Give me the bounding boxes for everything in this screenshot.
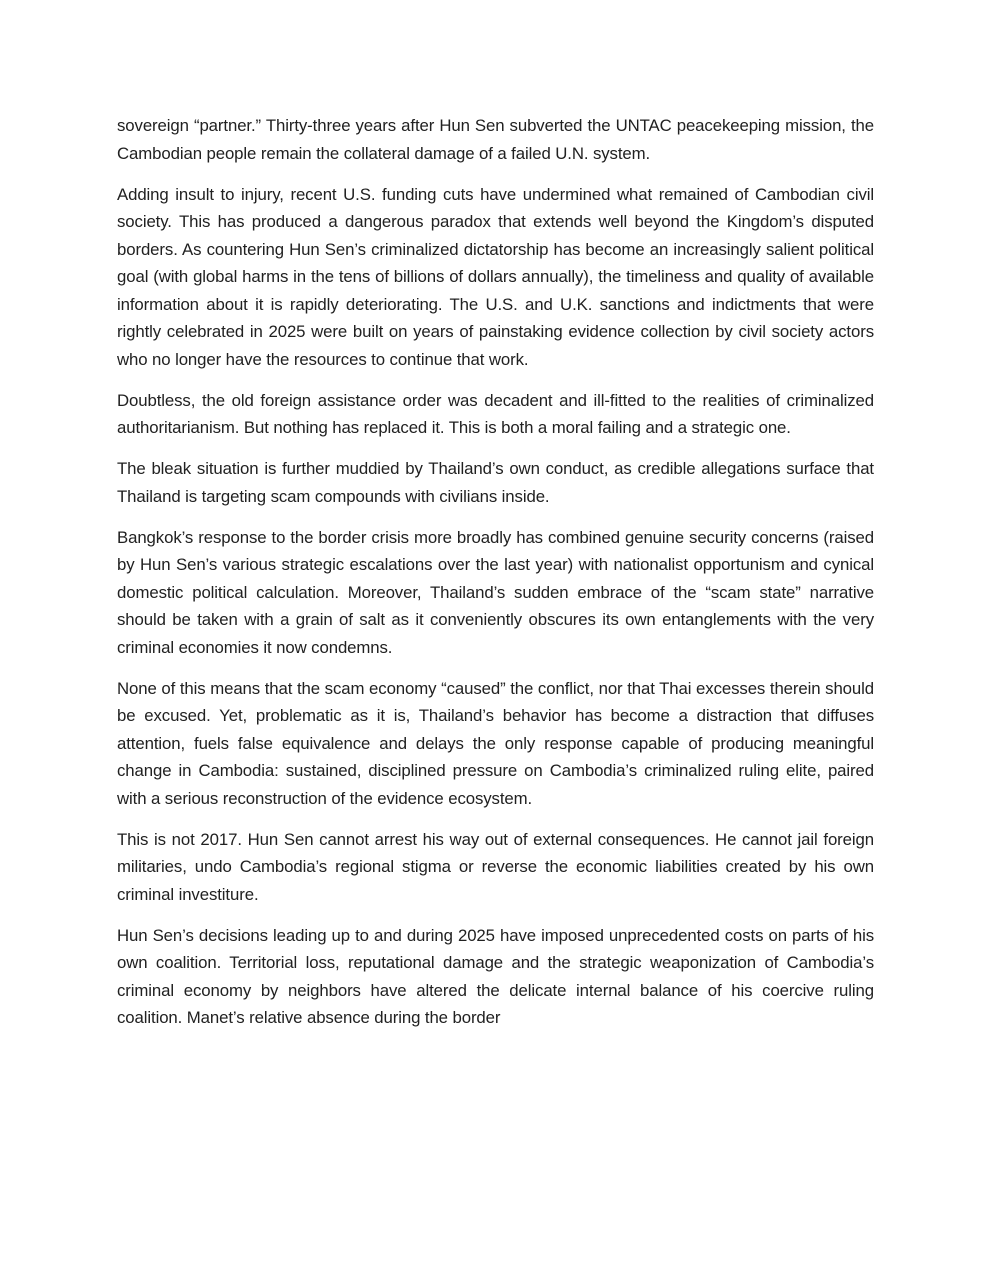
paragraph: This is not 2017. Hun Sen cannot arrest his way out of external consequences. He cannot jail foreign militaries, undo Cambodia’s regional stigma or reverse the economic liabilities created by his own criminal investiture. <box>117 829 874 904</box>
paragraph: Hun Sen’s decisions leading up to and during 2025 have imposed unprecedented costs on parts of his own coalition. Territorial loss, reputational damage and the strategic weaponization of Cambodia’s criminal economy by neighbors have altered the delicate internal balance of his coercive ruling coalition. Manet’s relative absence during the border <box>117 925 874 1027</box>
paragraph: The bleak situation is further muddied by Thailand’s own conduct, as credible allegations surface that Thailand is targeting scam compounds with civilians inside. <box>117 459 874 506</box>
paragraph: None of this means that the scam economy “caused” the conflict, nor that Thai excesses therein should be excused. Yet, problematic as it is, Thailand’s behavior has become a distraction that diffuses attention, fuels false equivalence and delays the only response capable of producing meaningful change in Cambodia: sustained, disciplined pressure on Cambodia’s criminalized ruling elite, paired with a serious reconstruction of the evidence ecosystem. <box>117 678 874 808</box>
paragraph: Bangkok’s response to the border crisis more broadly has combined genuine security concerns (raised by Hun Sen’s various strategic escalations over the last year) with nationalist opportunism and cynical domestic political calculation. Moreover, Thailand’s sudden embrace of the “scam state” narrative should be taken with a grain of salt as it conveniently obscures its own entanglements with the very criminal economies it now condemns. <box>117 527 874 657</box>
paragraph: sovereign “partner.” Thirty-three years after Hun Sen subverted the UNTAC peacekeeping mission, the Cambodian people remain the collateral damage of a failed U.N. system. <box>117 116 874 163</box>
paragraph: Adding insult to injury, recent U.S. funding cuts have undermined what remained of Cambodian civil society. This has produced a dangerous paradox that extends well beyond the Kingdom’s disputed borders. As countering Hun Sen’s criminalized dictatorship has become an increasingly salient political goal (with global harms in the tens of billions of dollars annually), the timeliness and quality of available information about it is rapidly deteriorating. The U.S. and U.K. sanctions and indictments that were rightly celebrated in 2025 were built on years of painstaking evidence collection by civil society actors who no longer have the resources to continue that work. <box>117 184 874 369</box>
paragraph: Doubtless, the old foreign assistance order was decadent and ill-fitted to the realities of criminalized authoritarianism. But nothing has replaced it. This is both a moral failing and a strategic one. <box>117 390 874 437</box>
article-text-block <box>117 112 874 1032</box>
